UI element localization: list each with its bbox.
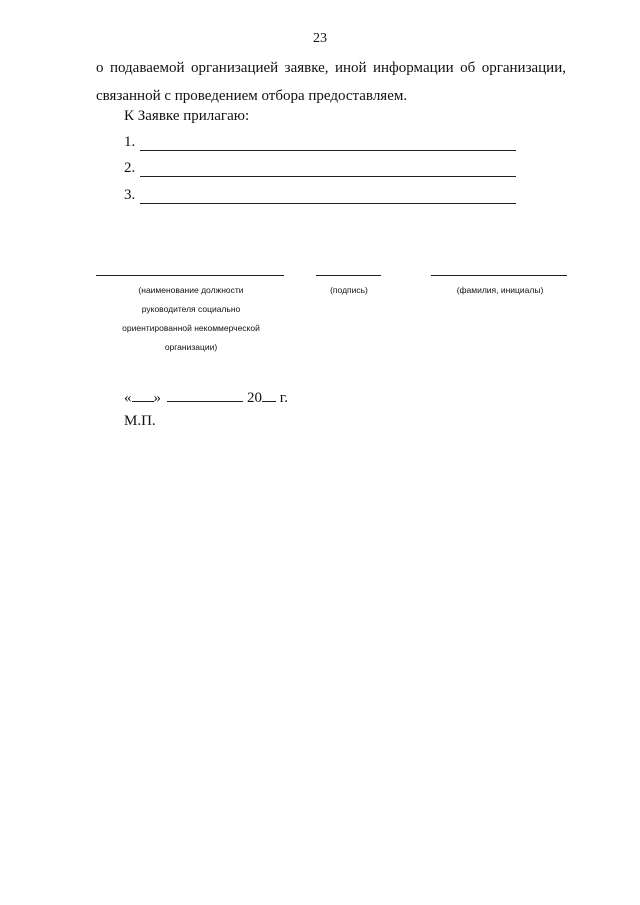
signature-blank-line	[316, 275, 381, 276]
position-blank-line	[96, 275, 284, 276]
attachments-heading: К Заявке прилагаю:	[124, 108, 250, 124]
day-blank	[132, 388, 154, 402]
name-blank-line	[431, 275, 567, 276]
paragraph-line-1: о подаваемой организацией заявке, иной информации об организации,	[96, 60, 566, 76]
attachment-blank-line	[140, 189, 516, 204]
name-caption: (фамилия, инициалы)	[456, 285, 544, 295]
position-caption-line: ориентированной некоммерческой	[122, 323, 260, 333]
position-caption-line: руководителя социально	[141, 304, 241, 314]
date-open-quote: «	[124, 390, 132, 406]
signature-caption: (подпись)	[330, 285, 368, 295]
attachment-number: 3.	[124, 187, 136, 203]
attachment-blank-line	[140, 162, 516, 177]
position-caption-line: организации)	[164, 342, 218, 352]
attachment-item-2	[124, 160, 516, 177]
page-number: 23	[313, 31, 327, 46]
date-close-quote: »	[153, 390, 161, 406]
position-caption-line: (наименование должности	[138, 285, 244, 295]
attachment-item-1	[124, 134, 516, 151]
month-blank	[167, 388, 243, 402]
year-prefix: 20	[247, 390, 262, 406]
paragraph-line-2: связанной с проведением отбора предоставляем.	[96, 88, 408, 104]
year-suffix: г.	[276, 390, 288, 406]
date-line	[124, 388, 288, 407]
position-caption	[96, 281, 286, 357]
stamp-label: М.П.	[124, 413, 156, 429]
attachment-blank-line	[140, 136, 516, 151]
attachment-item-3	[124, 187, 516, 204]
attachment-number: 2.	[124, 160, 136, 176]
attachment-number: 1.	[124, 134, 136, 150]
year-blank	[262, 388, 276, 402]
